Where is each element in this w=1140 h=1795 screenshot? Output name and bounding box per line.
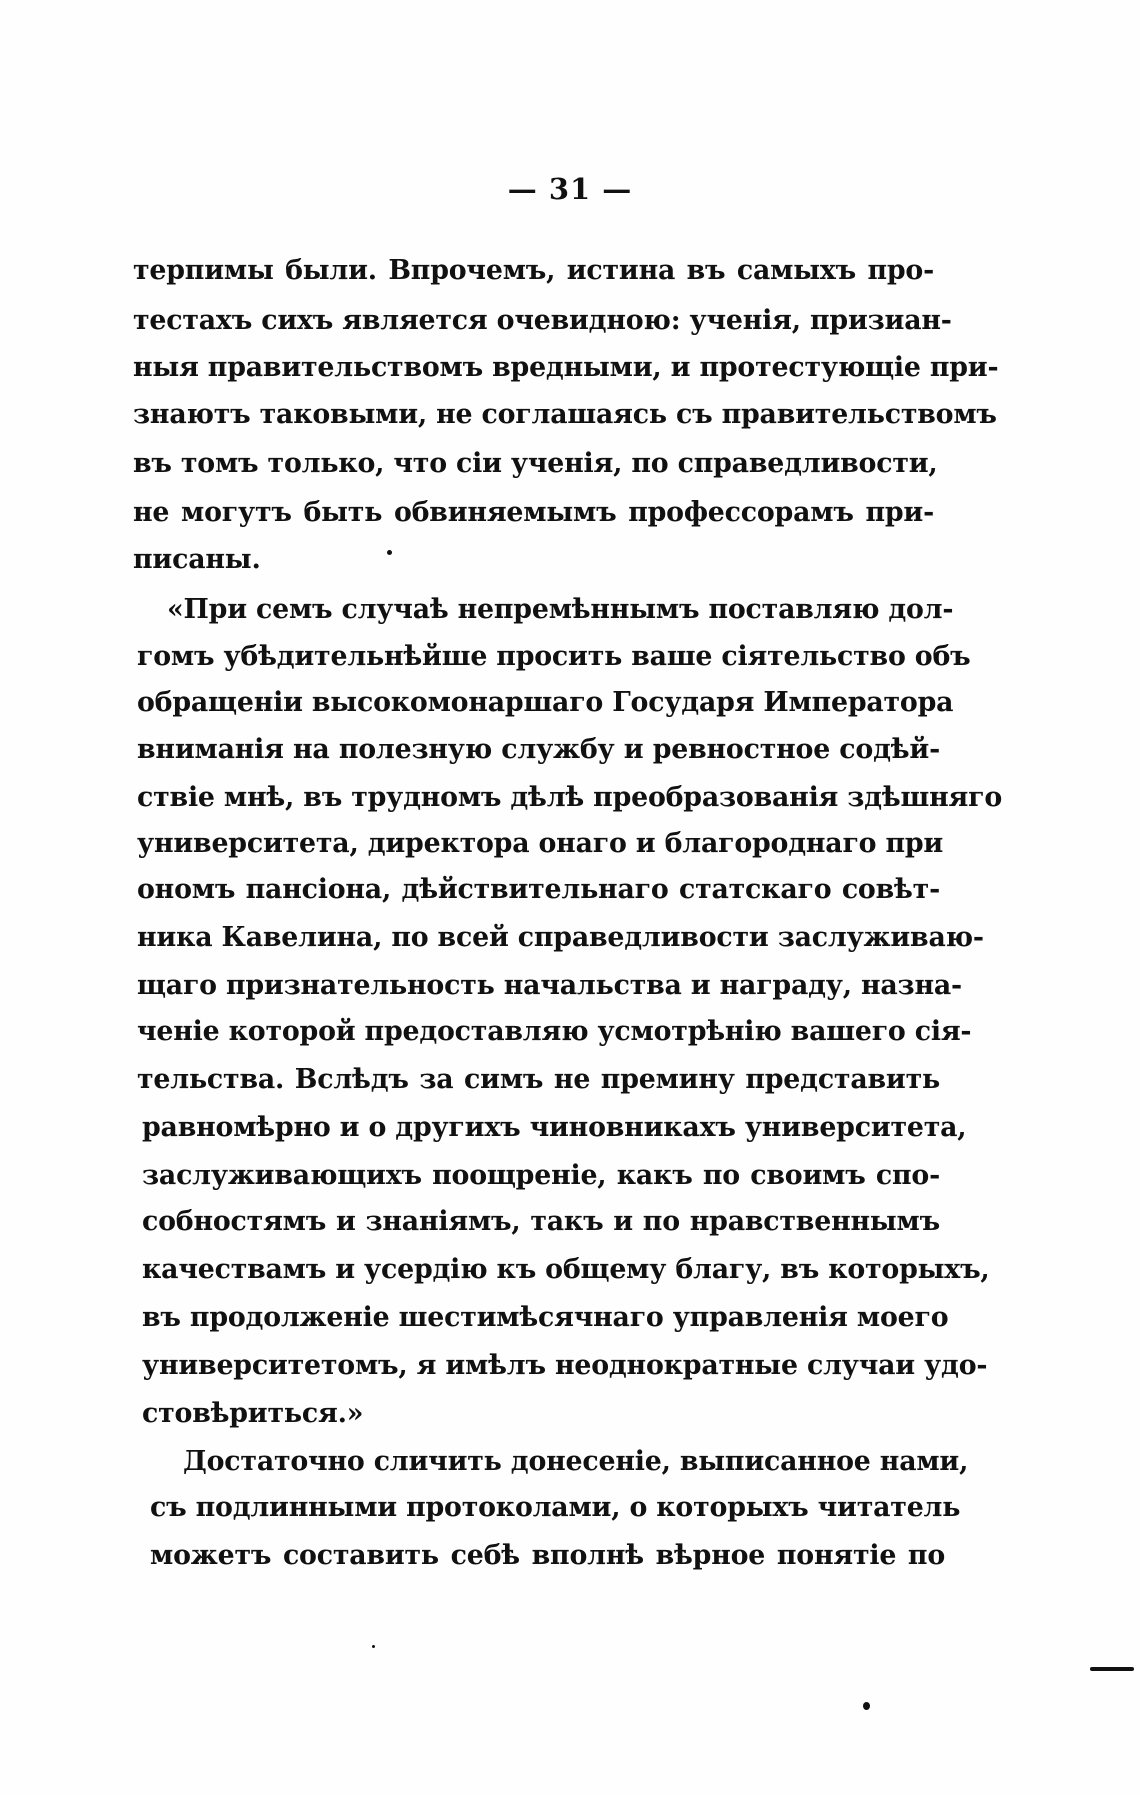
text-line-content: собностямъ и знаніямъ, такъ и по нравственнымъ	[142, 1206, 940, 1237]
text-line-content: университета, директора онаго и благороднаго при	[137, 828, 944, 859]
text-line	[167, 594, 954, 626]
text-line	[137, 1016, 972, 1048]
text-line-content: терпимы были. Впрочемъ, истина въ самыхъ про-	[133, 255, 934, 286]
text-line	[137, 687, 954, 719]
text-line-content: тельства. Вслѣдъ за симъ не премину представить	[137, 1064, 940, 1095]
text-line	[142, 1350, 988, 1382]
text-line-content: ономъ пансіона, дѣйствительнаго статскаго совѣт-	[137, 874, 940, 905]
text-line	[133, 544, 261, 576]
text-line	[137, 970, 962, 1002]
text-line-content: ствіе мнѣ, въ трудномъ дѣлѣ преобразованія здѣшняго	[137, 782, 1002, 813]
text-line-content: равномѣрно и о другихъ чиновникахъ университета,	[142, 1112, 967, 1143]
text-line-content: обращеніи высокомонаршаго Государя Императора	[137, 687, 954, 718]
text-line-content: въ продолженіе шестимѣсячнаго управленія моего	[142, 1302, 949, 1333]
text-line	[142, 1254, 990, 1286]
text-line	[137, 828, 944, 860]
text-line-content: тестахъ сихъ является очевидною: ученія, призиан-	[133, 305, 952, 336]
text-line-content: вниманія на полезную службу и ревностное содѣй-	[137, 734, 940, 765]
ink-speck	[387, 550, 392, 555]
text-line	[133, 497, 934, 529]
text-line-content: въ томъ только, что сіи ученія, по справедливости,	[133, 448, 938, 479]
text-line-content: «При семъ случаѣ непремѣннымъ поставляю дол-	[167, 594, 954, 625]
text-line	[150, 1492, 961, 1524]
text-line-content: заслуживающихъ поощреніе, какъ по своимъ спо-	[142, 1160, 940, 1191]
text-line	[142, 1206, 940, 1238]
text-line-content: съ подлинными протоколами, о которыхъ читатель	[150, 1492, 961, 1523]
text-line-content: можетъ составить себѣ вполнѣ вѣрное понятіе по	[150, 1540, 945, 1571]
text-line	[133, 305, 952, 337]
text-line	[137, 922, 984, 954]
text-line	[142, 1302, 949, 1334]
text-line-content: не могутъ быть обвиняемымъ профессорамъ при-	[133, 497, 934, 528]
text-line-content: ника Кавелина, по всей справедливости заслуживаю-	[137, 922, 984, 953]
text-line-content: стовѣриться.»	[142, 1398, 364, 1429]
text-line	[150, 1540, 945, 1572]
text-line-content: Достаточно сличить донесеніе, выписанное нами,	[183, 1446, 969, 1477]
text-line-content: знаютъ таковыми, не соглашаясь съ правительствомъ	[133, 399, 997, 430]
text-line	[137, 734, 940, 766]
text-line-content: ченіе которой предоставляю усмотрѣнію вашего сія-	[137, 1016, 972, 1047]
text-line	[137, 782, 1002, 814]
text-line	[137, 874, 940, 906]
text-line	[183, 1446, 969, 1478]
margin-mark	[1090, 1667, 1134, 1671]
text-line	[133, 399, 997, 431]
text-line	[142, 1160, 940, 1192]
page-number: — 31 —	[507, 172, 633, 206]
text-line-content: гомъ убѣдительнѣйше просить ваше сіятельство объ	[137, 641, 971, 672]
text-line-content: университетомъ, я имѣлъ неоднократные случаи удо-	[142, 1350, 988, 1381]
text-line	[133, 448, 938, 480]
text-line-content: качествамъ и усердію къ общему благу, въ которыхъ,	[142, 1254, 990, 1285]
text-line-content: писаны.	[133, 544, 261, 575]
text-line	[133, 255, 934, 287]
text-line	[142, 1398, 363, 1430]
text-line	[137, 641, 971, 673]
ink-speck	[372, 1645, 375, 1648]
text-line	[133, 352, 999, 384]
text-line	[137, 1064, 940, 1096]
text-line	[142, 1112, 967, 1144]
text-line-content: щаго признательность начальства и награду, назна-	[137, 970, 962, 1001]
text-line-content: ныя правительствомъ вредными, и протестующіе при-	[133, 352, 999, 383]
ink-speck	[863, 1702, 870, 1710]
